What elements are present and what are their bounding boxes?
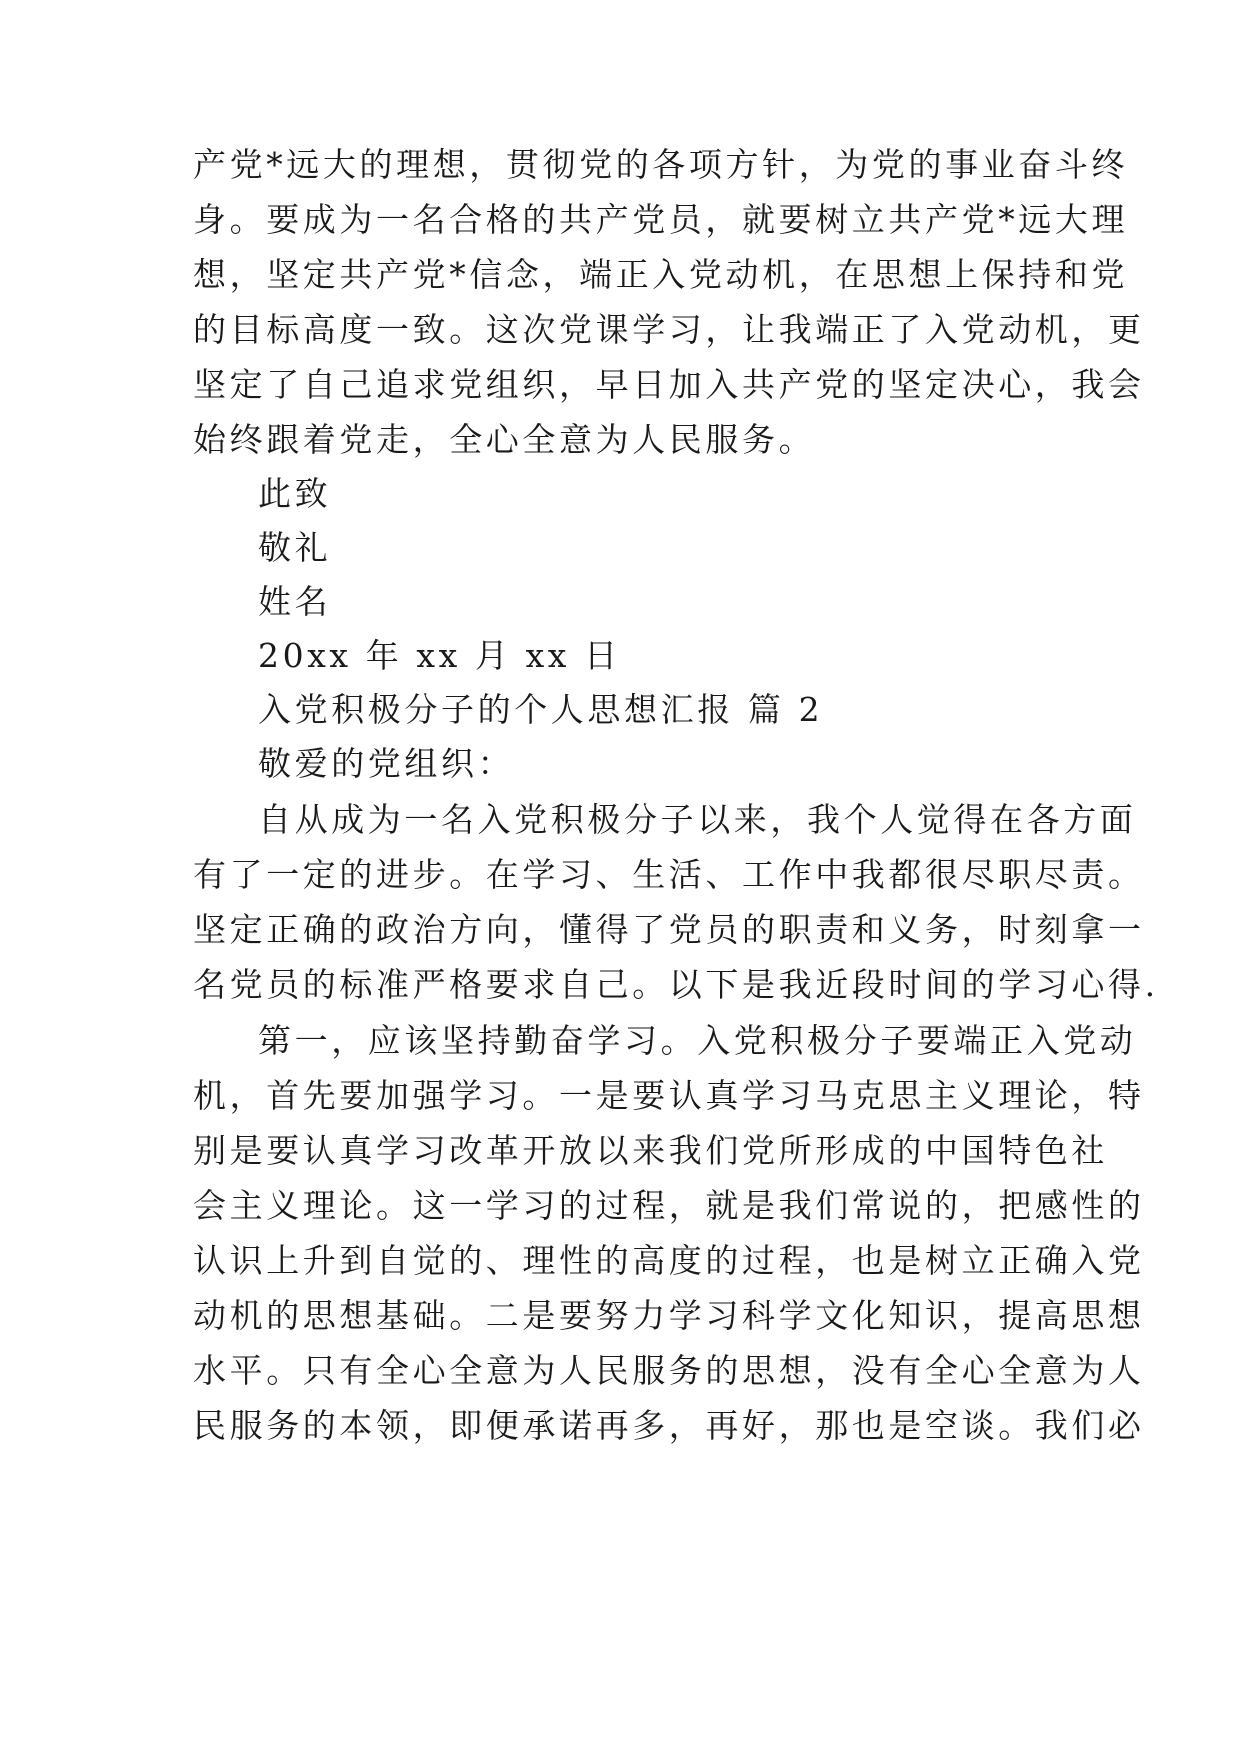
body-text-line: 自从成为一名入党积极分子以来，我个人觉得在各方面	[258, 800, 1137, 839]
body-text-line: 水平。只有全心全意为人民服务的思想，没有全心全意为人	[193, 1351, 1145, 1390]
body-text-line: 别是要认真学习改革开放以来我们党所形成的中国特色社	[193, 1131, 1108, 1170]
body-text-line: 的目标高度一致。这次党课学习，让我端正了入党动机，更	[193, 310, 1145, 349]
body-text-line: 坚定了自己追求党组织，早日加入共产党的坚定决心，我会	[193, 365, 1145, 404]
body-text-line: 名党员的标准严格要求自己。以下是我近段时间的学习心得.	[193, 965, 1159, 1004]
body-text-line: 始终跟着党走，全心全意为人民服务。	[193, 420, 816, 459]
body-text-line: 第一，应该坚持勤奋学习。入党积极分子要端正入党动	[258, 1021, 1137, 1060]
body-text-line: 认识上升到自觉的、理性的高度的过程，也是树立正确入党	[193, 1241, 1145, 1280]
body-text-line: 想，坚定共产党*信念，端正入党动机，在思想上保持和党	[193, 255, 1129, 294]
closing-regards: 敬礼	[258, 528, 332, 567]
body-text-line: 产党*远大的理想，贯彻党的各项方针，为党的事业奋斗终	[193, 145, 1129, 184]
body-text-line: 有了一定的进步。在学习、生活、工作中我都很尽职尽责。	[193, 855, 1145, 894]
body-text-line: 会主义理论。这一学习的过程，就是我们常说的，把感性的	[193, 1186, 1145, 1225]
closing-salutation: 此致	[258, 474, 332, 513]
signature-date: 20xx 年 xx 月 xx 日	[258, 636, 621, 675]
signature-name: 姓名	[258, 582, 332, 621]
body-text-line: 坚定正确的政治方向，懂得了党员的职责和义务，时刻拿一	[193, 910, 1145, 949]
letter-salutation: 敬爱的党组织：	[258, 744, 515, 783]
body-text-line: 动机的思想基础。二是要努力学习科学文化知识，提高思想	[193, 1296, 1145, 1335]
body-text-line: 机，首先要加强学习。一是要认真学习马克思主义理论，特	[193, 1076, 1145, 1115]
section-heading: 入党积极分子的个人思想汇报 篇 2	[258, 690, 824, 729]
body-text-line: 民服务的本领，即便承诺再多，再好，那也是空谈。我们必	[193, 1406, 1145, 1445]
body-text-line: 身。要成为一名合格的共产党员，就要树立共产党*远大理	[193, 200, 1129, 239]
